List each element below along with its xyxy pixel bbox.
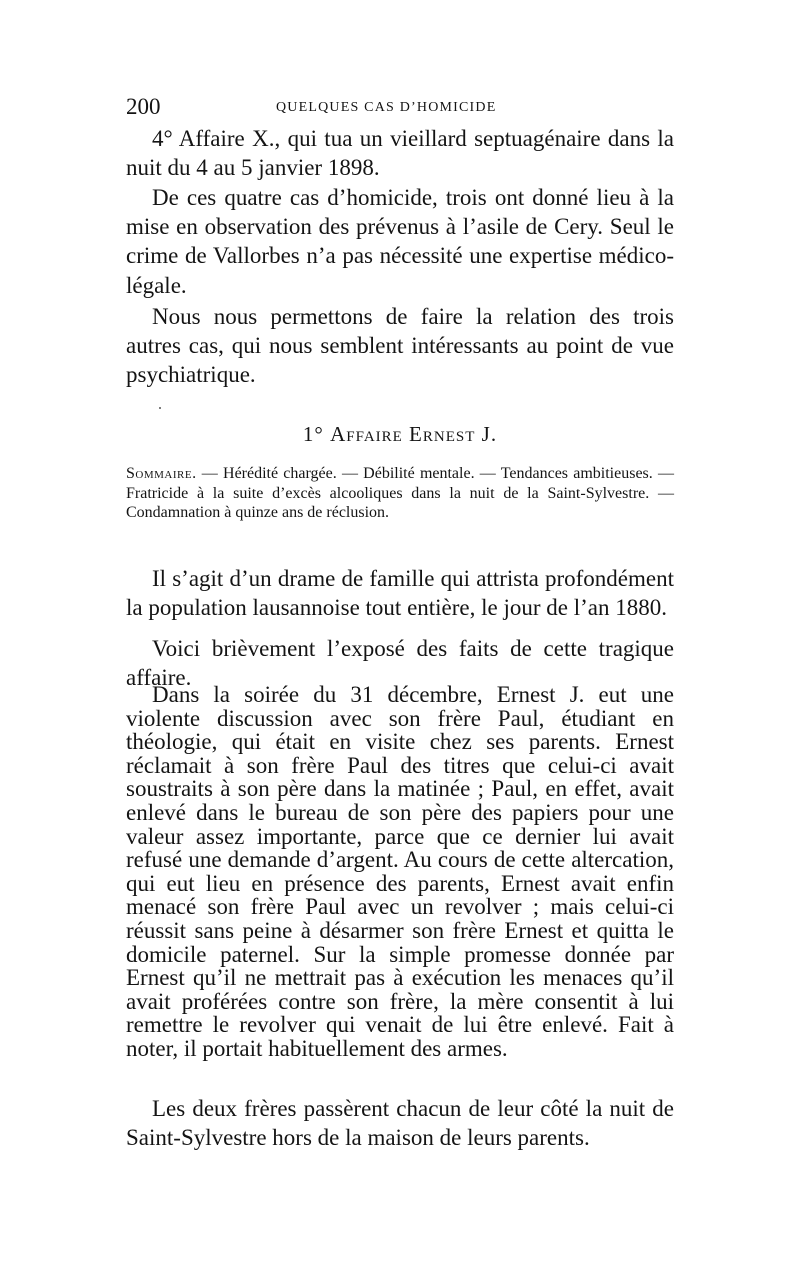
summary-block (126, 464, 674, 523)
running-head (126, 92, 674, 122)
section-title: Affaire Ernest J. (330, 422, 498, 446)
paragraph-relation: Nous nous permettons de faire la relation des trois autres cas, qui nous semblent intéressants au point de vue psychiatrique. (126, 304, 674, 388)
print-speck (159, 407, 161, 409)
paragraph-drame: Il s’agit d’un drame de famille qui attrista profondément la population lausannoise tout entière, le jour de l’an 1880. (126, 566, 674, 621)
section-number: 1° (302, 422, 324, 446)
paragraph-soiree: Dans la soirée du 31 décembre, Ernest J. eut une violente discussion avec son frère Paul, étudiant en théologie, qui était en visite chez ses parents. Ernest réclamait à son frère Paul des titres que celui-ci avait soustraits à son père dans la matinée ; Paul, en effet, avait enlevé dans le bureau de son père des papiers pour une valeur assez importante, parce que ce dernier lui avait refusé une demande d’argent. Au cours de cette altercation, qui eut lieu en présence des parents, Ernest avait enfin menacé son frère Paul avec un revolver ; mais celui-ci réussit sans peine à désarmer son frère Ernest et quitta le domicile paternel. Sur la simple promesse donnée par Ernest qu’il ne mettrait pas à exécution les menaces qu’il avait proférées contre son frère, la mère consentit à lui remettre le revolver qui venait de lui être enlevé. Fait à noter, il portait habituellement des armes. (126, 682, 674, 1061)
summary-text: — Hérédité chargée. — Débilité mentale. — Tendances ambitieuses. — Fratricide à la suite d’excès alcooliques dans la nuit de la Saint-Sylvestre. — Condamnation à quinze ans de réclusion. (126, 465, 674, 522)
running-title: QUELQUES CAS D’HOMICIDE (276, 100, 497, 115)
paragraph-expose: Voici brièvement l’exposé des faits de cette tragique affaire. (126, 636, 674, 691)
page-number: 200 (126, 94, 161, 119)
paragraph-four-cases: De ces quatre cas d’homicide, trois ont donné lieu à la mise en observation des prévenus à l’asile de Cery. Seul le crime de Vallorbes n’a pas nécessité une expertise médico-légale. (126, 185, 674, 298)
paragraph-deux-freres: Les deux frères passèrent chacun de leur côté la nuit de Saint-Sylvestre hors de la maison de leurs parents. (126, 1096, 674, 1151)
summary-label: Sommaire. (126, 465, 197, 482)
paragraph-affaire-x: 4° Affaire X., qui tua un vieillard septuagénaire dans la nuit du 4 au 5 janvier 1898. (126, 126, 674, 181)
section-heading (126, 420, 674, 448)
